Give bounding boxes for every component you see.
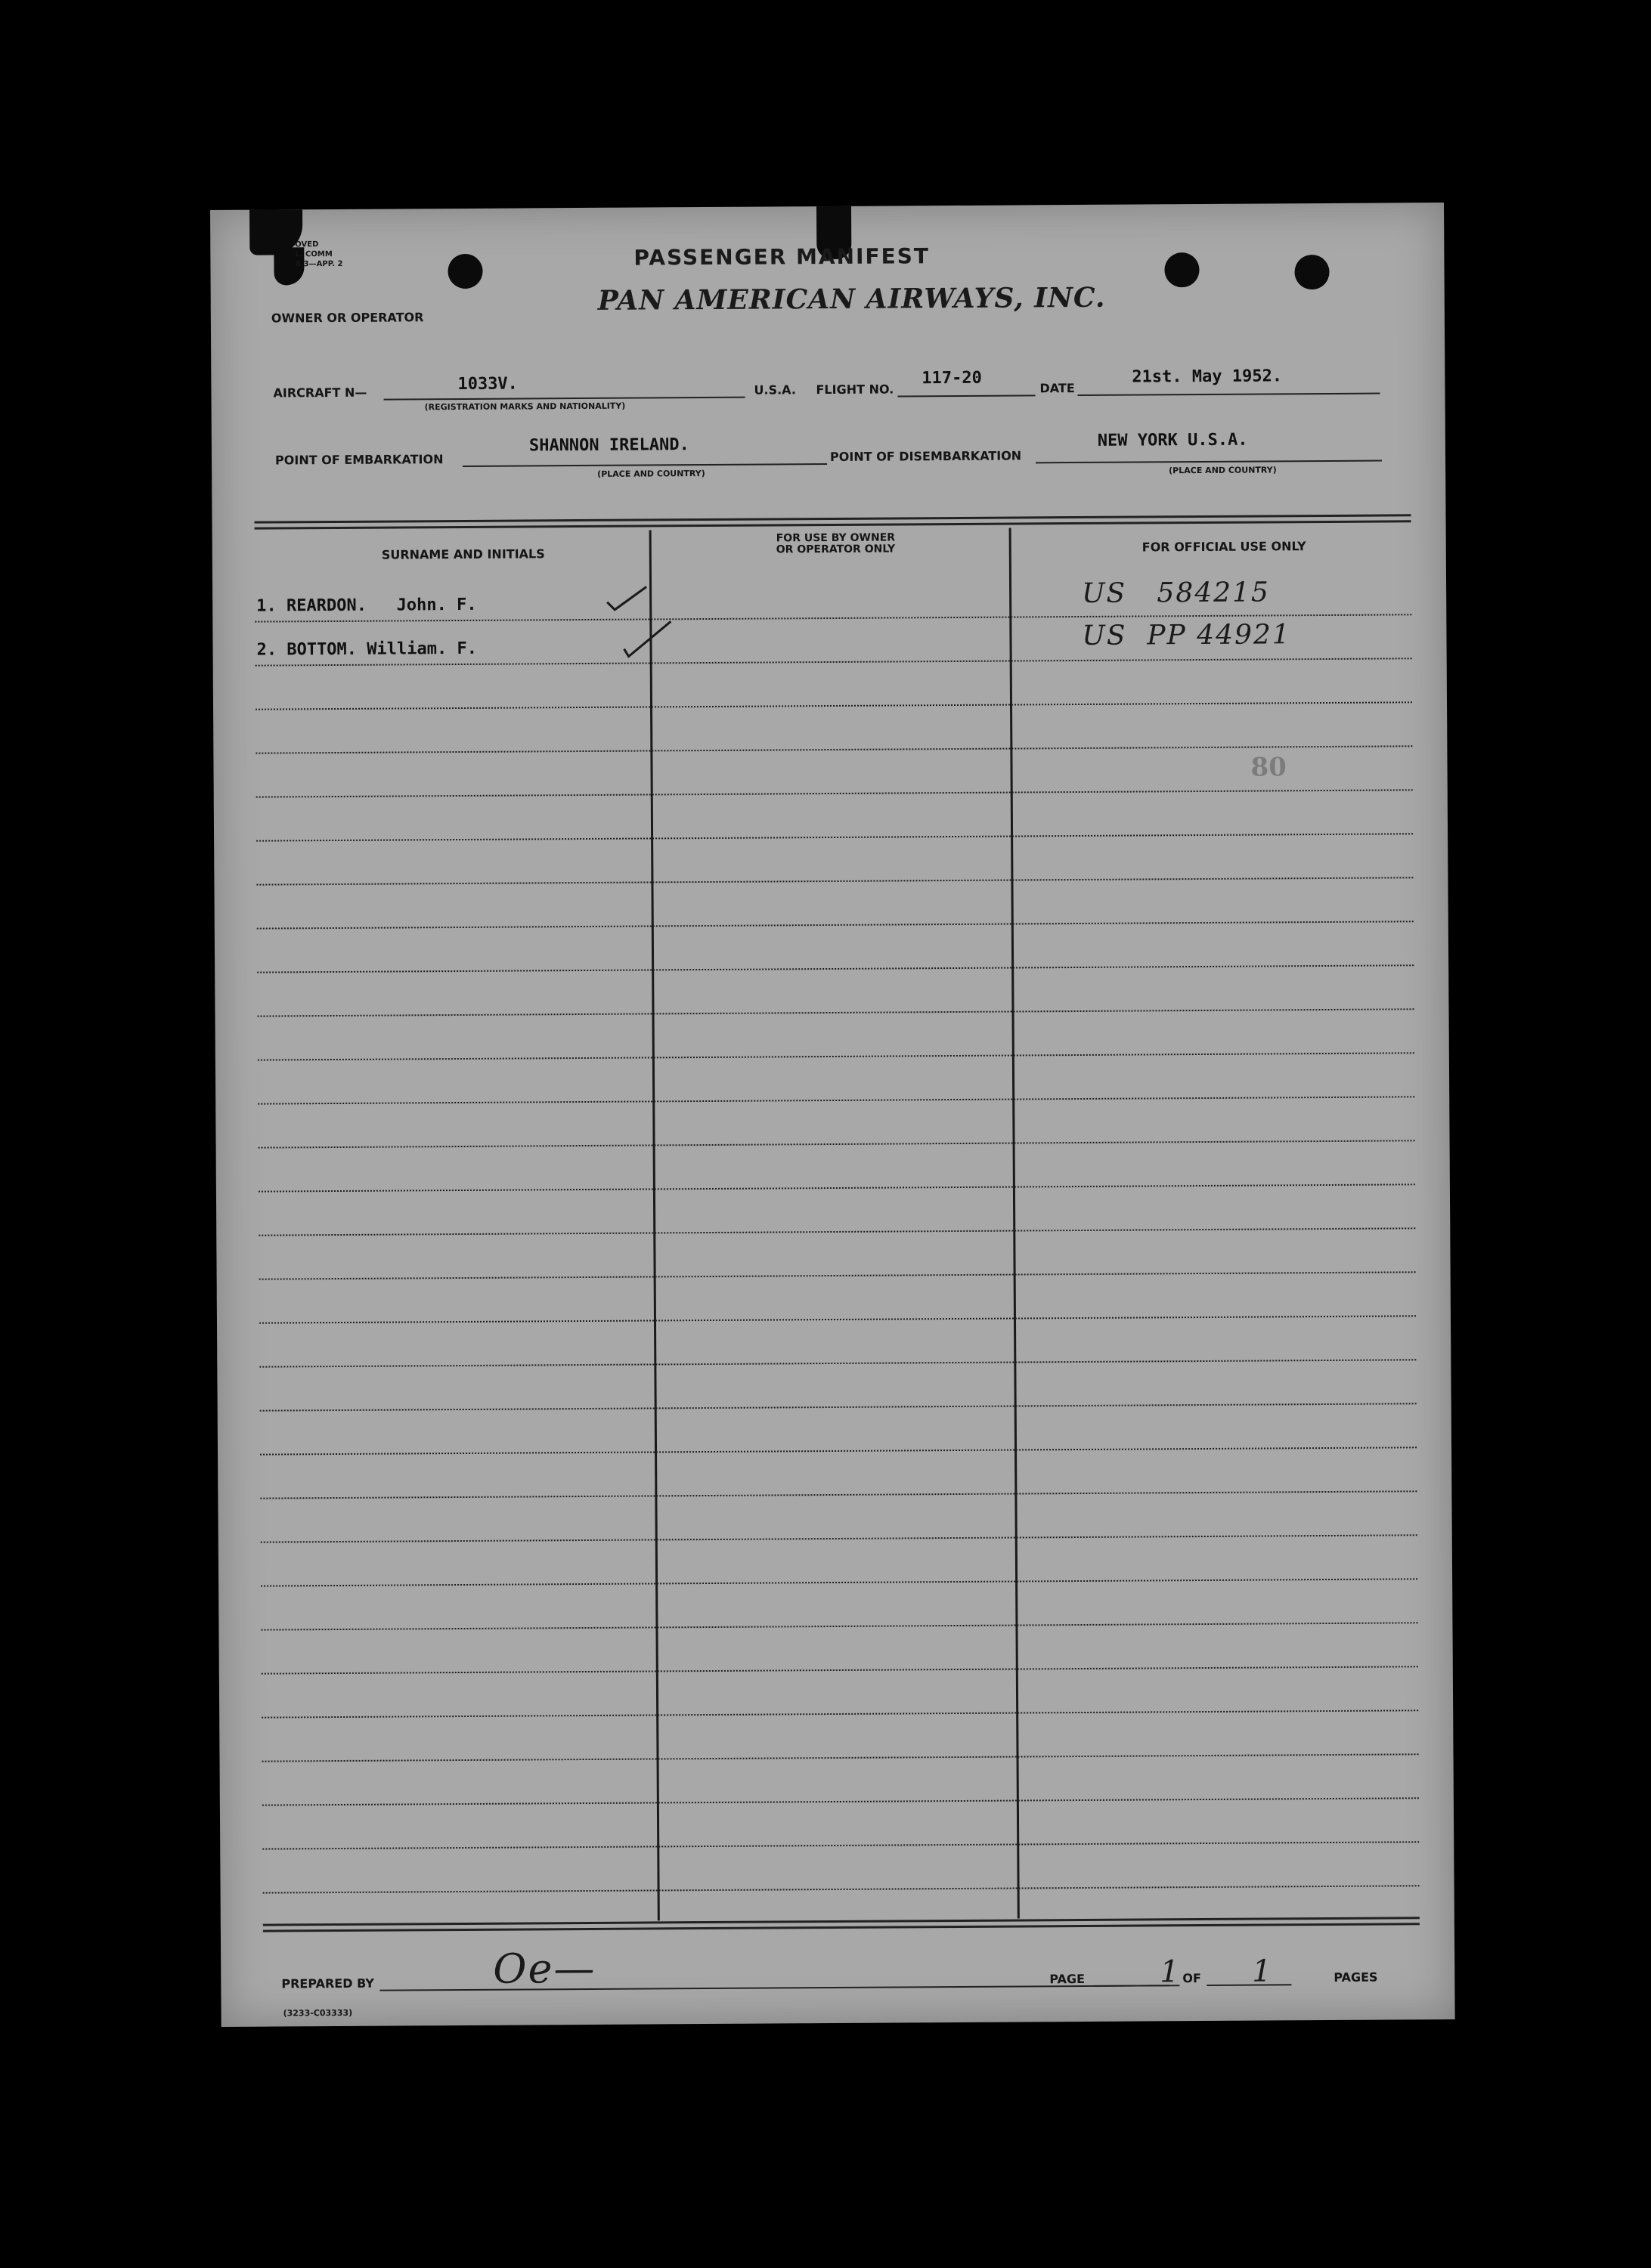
manifest-title: PASSENGER MANIFEST <box>633 243 931 271</box>
embarkation-caption: (PLACE AND COUNTRY) <box>597 469 705 479</box>
row-rule <box>258 1052 1414 1060</box>
registration-caption: (REGISTRATION MARKS AND NATIONALITY) <box>424 401 626 413</box>
row-rule <box>262 1666 1418 1674</box>
column-divider-2 <box>1009 528 1020 1919</box>
row-rule <box>257 921 1414 929</box>
row-rule <box>262 1710 1418 1718</box>
row-rule <box>260 1403 1417 1411</box>
row-rule <box>256 789 1413 797</box>
aircraft-value: 1033V. <box>457 374 518 395</box>
page-label: PAGE <box>1049 1971 1086 1987</box>
row-rule <box>261 1622 1417 1630</box>
row-rule <box>258 1096 1414 1104</box>
aircraft-label: AIRCRAFT N— <box>273 385 367 401</box>
row-rule <box>259 1359 1416 1367</box>
checkmark-icon <box>604 583 649 611</box>
approval-stamp: OVED L. COMM A 3—APP. 2 <box>295 240 343 269</box>
row-rule <box>259 1227 1415 1236</box>
prepared-label: PREPARED BY <box>281 1976 375 1991</box>
owner-label: OWNER OR OPERATOR <box>271 310 424 326</box>
date-label: DATE <box>1039 381 1075 396</box>
embarkation-label: POINT OF EMBARKATION <box>274 452 444 468</box>
row-rule <box>259 1315 1416 1323</box>
punch-hole-1 <box>448 254 482 289</box>
embarkation-value: SHANNON IRELAND. <box>528 435 689 456</box>
row-rule <box>256 701 1412 710</box>
flight-value: 117-20 <box>922 368 982 388</box>
row-rule <box>256 877 1413 885</box>
row-rule <box>262 1797 1419 1805</box>
header-official-use: FOR OFFICIAL USE ONLY <box>1141 539 1306 555</box>
row-rule <box>258 1008 1414 1016</box>
passenger-name: 2. BOTTOM. William. F. <box>256 639 478 660</box>
prepared-signature: Oe— <box>493 1944 596 1993</box>
official-entry: US PP 44921 <box>1082 619 1291 651</box>
pages-label: PAGES <box>1334 1969 1378 1985</box>
column-divider-1 <box>649 530 660 1920</box>
header-surname: SURNAME AND INITIALS <box>381 546 545 562</box>
punch-hole-2 <box>1164 252 1199 287</box>
header-owner-use: FOR USE BY OWNER OR OPERATOR ONLY <box>776 531 896 556</box>
row-rule <box>262 1841 1419 1849</box>
row-rule <box>256 745 1412 753</box>
company-name: PAN AMERICAN AIRWAYS, INC. <box>597 281 1106 317</box>
punch-hole-3 <box>1294 255 1329 289</box>
row-rule <box>261 1578 1417 1586</box>
row-rule <box>256 833 1413 841</box>
page-value: 1 <box>1160 1954 1181 1990</box>
of-value: 1 <box>1252 1954 1273 1989</box>
usa-label: U.S.A. <box>754 382 796 398</box>
row-rule <box>260 1490 1417 1499</box>
row-rule <box>259 1140 1415 1148</box>
row-rule <box>259 1184 1415 1192</box>
disembarkation-value: NEW YORK U.S.A. <box>1097 430 1248 450</box>
date-value: 21st. May 1952. <box>1132 367 1283 387</box>
row-rule <box>261 1534 1417 1542</box>
official-entry: US 584215 <box>1081 577 1271 609</box>
row-rule <box>256 658 1412 666</box>
row-rule <box>262 1753 1419 1762</box>
flight-label: FLIGHT NO. <box>816 382 894 398</box>
of-label: OF <box>1182 1971 1201 1986</box>
passenger-name: 1. REARDON. John. F. <box>256 595 477 616</box>
disembarkation-caption: (PLACE AND COUNTRY) <box>1169 465 1277 476</box>
row-rule <box>260 1447 1417 1455</box>
row-rule <box>257 964 1414 973</box>
disembarkation-label: POINT OF DISEMBARKATION <box>829 448 1022 464</box>
manifest-sheet <box>210 203 1455 2027</box>
form-number: (3233-C03333) <box>283 2007 353 2019</box>
stamp-number: 80 <box>1250 752 1287 783</box>
row-rule <box>263 1885 1420 1893</box>
checkmark-icon <box>621 615 674 658</box>
row-rule <box>259 1271 1416 1279</box>
